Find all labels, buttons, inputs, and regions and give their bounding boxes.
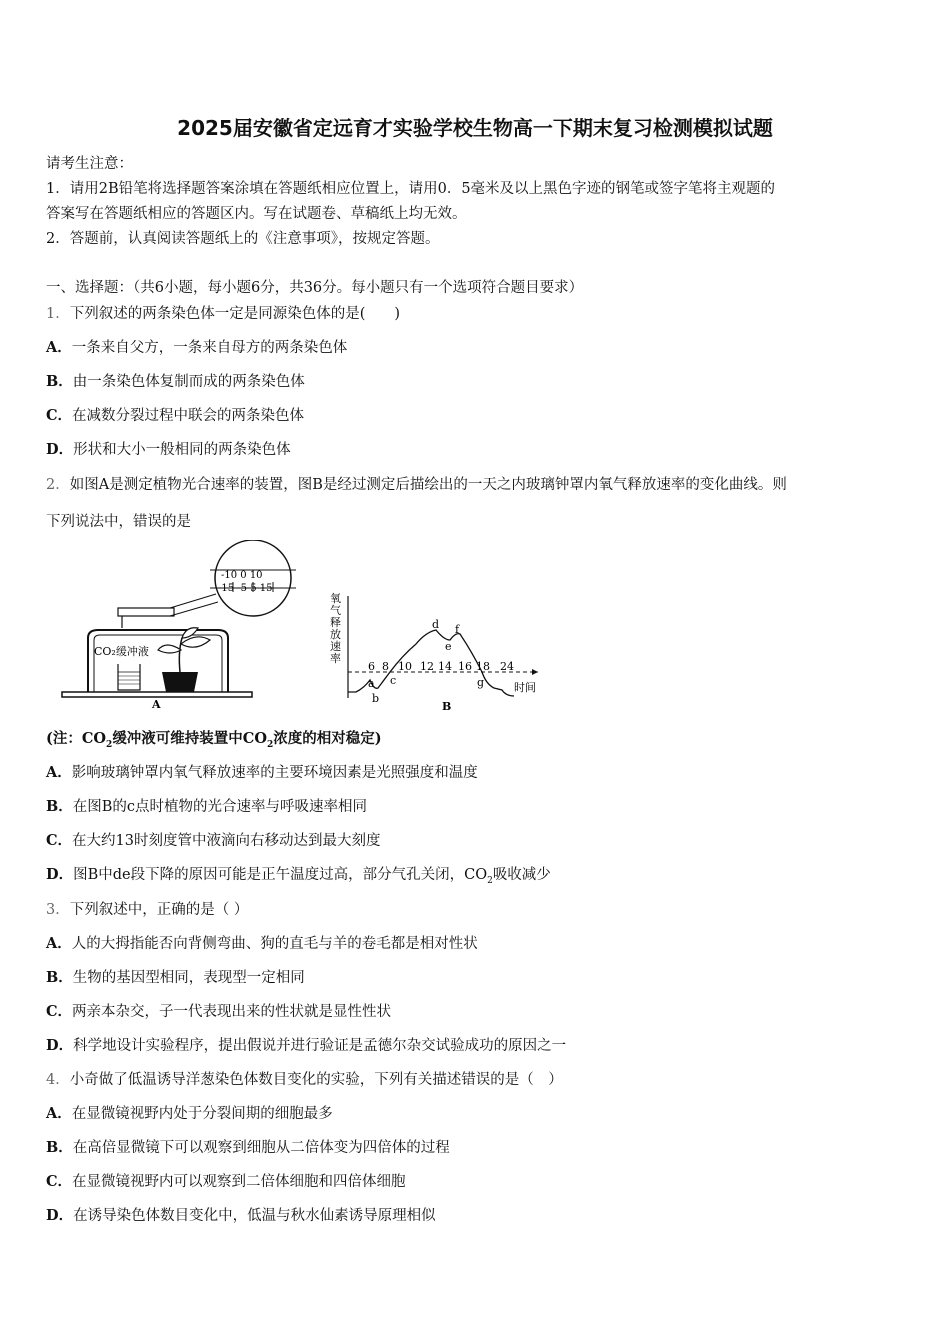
x-tick-label: 24 [500, 660, 514, 673]
y-axis-label [330, 591, 341, 665]
notice-item-2: 2．答题前，认真阅读答题纸上的《注意事项》，按规定答题。 [46, 231, 440, 247]
buffer-label: CO₂缓冲液 [94, 645, 149, 658]
option-label: C． [46, 1003, 73, 1020]
question-number: 3． [46, 902, 70, 918]
figure-a-apparatus [58, 540, 303, 710]
option-text: 一条来自父方，一条来自母方的两条染色体 [71, 340, 348, 356]
figure-a-label: A [152, 698, 161, 710]
x-axis-label: 时间 [514, 681, 536, 694]
option-text: 两亲本杂交，子一代表现出来的性状就是显性性状 [72, 1004, 392, 1020]
point-label-f: f [455, 623, 460, 636]
note-text: 浓度的相对稳定) [273, 730, 382, 747]
y-label-char: 速 [330, 640, 341, 653]
option-label: B． [46, 373, 73, 390]
point-label-a: a [368, 677, 375, 690]
option-text: 在显微镜视野内处于分裂间期的细胞最多 [71, 1106, 333, 1122]
x-tick-label: 8 [382, 660, 389, 673]
y-label-char: 放 [330, 628, 341, 641]
option-label: B． [46, 969, 73, 986]
option-label: A． [46, 764, 72, 781]
notice-heading: 请考生注意： [46, 156, 133, 172]
option-label: D． [46, 1037, 74, 1054]
y-label-char: 率 [330, 652, 341, 665]
question-2-stem-line-1 [46, 473, 787, 494]
x-tick-label: 12 [420, 660, 434, 673]
note-text: 缓冲液可维持装置中CO [112, 730, 267, 747]
option-text: 形状和大小一般相同的两条染色体 [73, 442, 291, 458]
y-label-char: 释 [330, 616, 341, 629]
point-label-d: d [432, 618, 440, 631]
question-text: 小奇做了低温诱导洋葱染色体数目变化的实验，下列有关描述错误的是（ ） [69, 1072, 563, 1088]
x-tick-label: 6 [368, 660, 375, 673]
question-2-note [46, 727, 382, 750]
q3-option-b[interactable] [46, 966, 305, 987]
question-text: 如图A是测定植物光合速率的装置，图B是经过测定后描绘出的一天之内玻璃钟罩内氧气释放速率的变化曲线。则 [69, 477, 787, 493]
page-title: 2025届安徽省定远育才实验学校生物高一下期末复习检测模拟试题 [177, 116, 773, 140]
question-number: 1． [46, 306, 70, 322]
q2-option-c[interactable] [46, 829, 381, 850]
option-text: 吸收减少 [492, 867, 551, 883]
q3-option-d[interactable] [46, 1034, 566, 1055]
x-tick-label: 10 [398, 660, 412, 673]
question-4-stem [46, 1068, 563, 1089]
note-text: (注：CO [46, 730, 107, 747]
q4-option-d[interactable] [46, 1204, 436, 1225]
option-text: 在减数分裂过程中联会的两条染色体 [72, 408, 305, 424]
q4-option-c[interactable] [46, 1170, 406, 1191]
option-label: A． [46, 339, 72, 356]
point-label-g: g [477, 676, 485, 689]
x-tick-label: 16 [458, 660, 472, 673]
question-2-stem-line-2: 下列说法中，错误的是 [46, 514, 191, 530]
q2-option-d[interactable] [46, 863, 551, 886]
notice-item-1-line-1: 1．请用2B铅笔将选择题答案涂填在答题纸相应位置上，请用0．5毫米及以上黑色字迹的钢笔或签字笔将主观题的 [46, 181, 776, 197]
option-text: 在大约13时刻度管中液滴向右移动达到最大刻度 [72, 833, 381, 849]
question-text: 下列叙述中，正确的是（ ） [69, 902, 249, 918]
option-label: A． [46, 935, 72, 952]
option-label: D． [46, 866, 74, 883]
scale-top-text: -10 0 10 [221, 570, 263, 581]
subscript: 2 [487, 875, 493, 886]
question-number: 4． [46, 1072, 70, 1088]
option-text: 影响玻璃钟罩内氧气释放速率的主要环境因素是光照强度和温度 [71, 765, 478, 781]
option-label: C． [46, 832, 73, 849]
option-text: 由一条染色体复制而成的两条染色体 [72, 374, 305, 390]
option-text: 在诱导染色体数目变化中，低温与秋水仙素诱导原理相似 [73, 1208, 436, 1224]
option-label: B． [46, 798, 73, 815]
q2-option-b[interactable] [46, 795, 367, 816]
option-text: 在高倍显微镜下可以观察到细胞从二倍体变为四倍体的过程 [72, 1140, 450, 1156]
q3-option-c[interactable] [46, 1000, 391, 1021]
subscript: 2 [266, 739, 274, 750]
q4-option-b[interactable] [46, 1136, 450, 1157]
question-text: 下列叙述的两条染色体一定是同源染色体的是( ) [69, 306, 401, 322]
x-tick-label: 14 [438, 660, 452, 673]
q4-option-a[interactable] [46, 1102, 333, 1123]
option-label: D． [46, 441, 74, 458]
question-3-stem [46, 898, 248, 919]
option-label: C． [46, 1173, 73, 1190]
option-label: D． [46, 1207, 74, 1224]
q1-option-b[interactable] [46, 370, 305, 391]
question-1-stem [46, 302, 400, 323]
option-text: 在显微镜视野内可以观察到二倍体细胞和四倍体细胞 [72, 1174, 406, 1190]
question-number: 2． [46, 477, 70, 493]
q1-option-d[interactable] [46, 438, 291, 459]
notice-item-1-line-2: 答案写在答题纸相应的答题区内。写在试题卷、草稿纸上均无效。 [46, 206, 467, 222]
option-text: 生物的基因型相同，表现型一定相同 [72, 970, 305, 986]
option-label: B． [46, 1139, 73, 1156]
y-label-char: 氧 [330, 592, 341, 605]
q3-option-a[interactable] [46, 932, 478, 953]
q1-option-a[interactable] [46, 336, 347, 357]
section-heading: 一、选择题：（共6小题，每小题6分，共36分。每小题只有一个选项符合题目要求） [46, 280, 584, 296]
point-label-e: e [445, 640, 452, 653]
option-text: 人的大拇指能否向背侧弯曲、狗的直毛与羊的卷毛都是相对性状 [71, 936, 478, 952]
point-label-c: c [390, 674, 397, 687]
figure-b-curve [326, 588, 551, 714]
point-label-b: b [372, 692, 380, 705]
x-tick-label: 18 [476, 660, 490, 673]
option-text: 图B中de段下降的原因可能是正午温度过高，部分气孔关闭，CO [73, 867, 488, 883]
q2-option-a[interactable] [46, 761, 478, 782]
figure-b-label: B [442, 700, 452, 713]
scale-bottom-text: -15 -5 5 15 [218, 583, 273, 594]
option-label: C． [46, 407, 73, 424]
subscript: 2 [106, 739, 113, 750]
option-label: A． [46, 1105, 72, 1122]
y-label-char: 气 [330, 604, 341, 617]
option-text: 科学地设计实验程序，提出假说并进行验证是孟德尔杂交试验成功的原因之一 [73, 1038, 567, 1054]
option-text: 在图B的c点时植物的光合速率与呼吸速率相同 [72, 799, 368, 815]
q1-option-c[interactable] [46, 404, 304, 425]
